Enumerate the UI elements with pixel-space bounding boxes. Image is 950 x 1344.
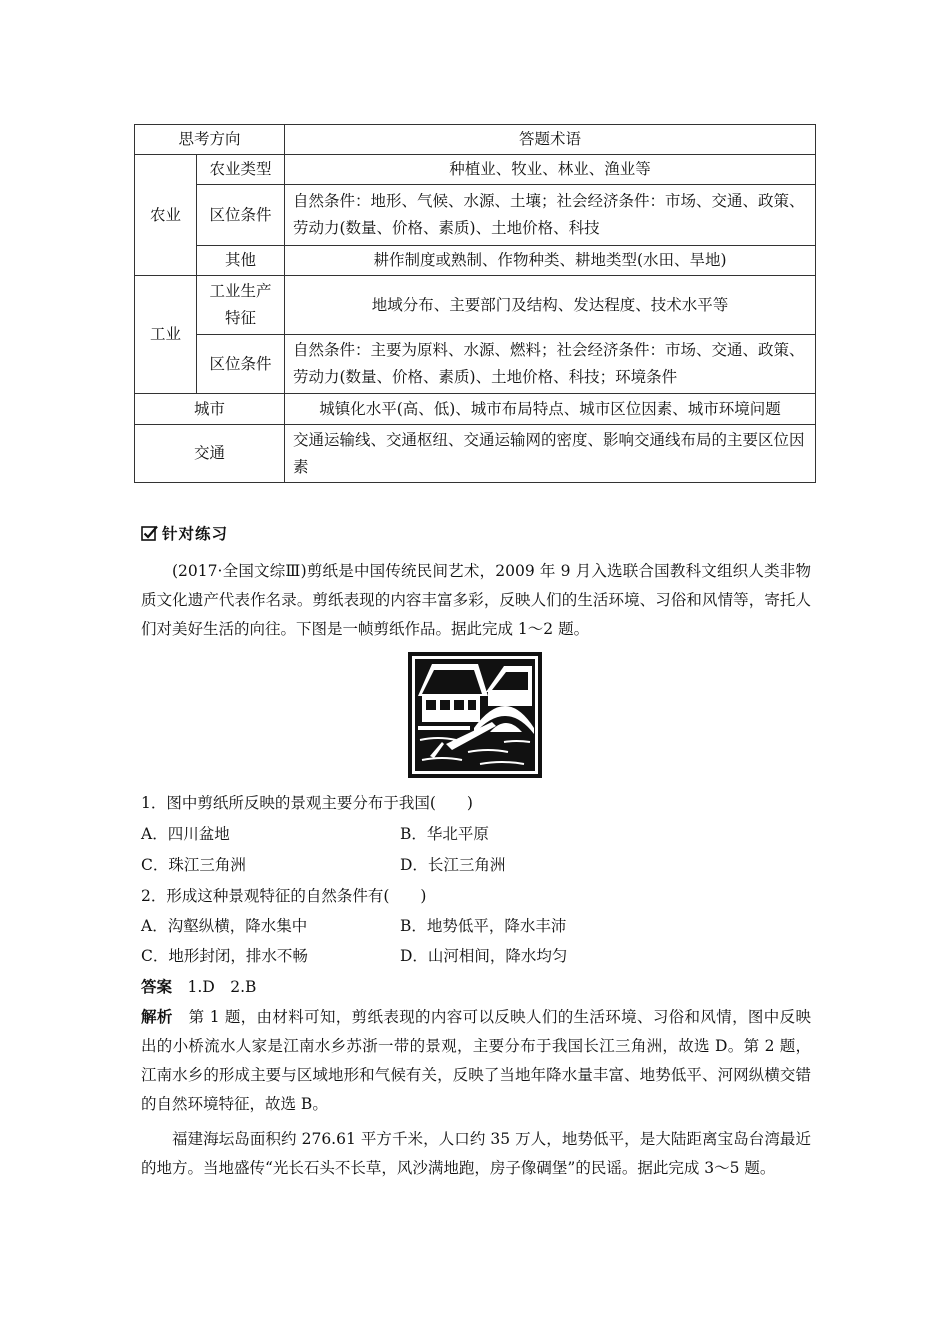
analysis-paragraph [141, 1003, 811, 1119]
table-row [135, 335, 816, 394]
industry-label: 工业 [135, 276, 197, 394]
agri-other-label: 其他 [197, 246, 285, 276]
answer-text: 1.D 2.B [187, 978, 257, 996]
table-header-row [135, 125, 816, 155]
transport-terms: 交通运输线、交通枢纽、交通运输网的密度、影响交通线布局的主要区位因素 [285, 425, 816, 483]
q1-option-d: D．长江三角洲 [400, 856, 506, 874]
paper-cut-illustration [408, 652, 542, 778]
analysis-label: 解析 [141, 1008, 173, 1026]
q2-option-d: D．山河相间，降水均匀 [400, 947, 568, 965]
city-label: 城市 [135, 394, 285, 425]
q2-option-b: B．地势低平，降水丰沛 [400, 917, 567, 935]
q2-option-c: C．地形封闭，排水不畅 [141, 947, 308, 965]
answer-label: 答案 [141, 978, 173, 996]
q2-option-a: A．沟壑纵横，降水集中 [141, 917, 308, 935]
checkbox-icon [141, 525, 158, 542]
section-title: 针对练习 [162, 525, 229, 543]
transport-label: 交通 [135, 425, 285, 483]
agriculture-label: 农业 [135, 155, 197, 276]
question-2-stem: 2．形成这种景观特征的自然条件有( ) [141, 887, 427, 905]
agri-location-terms: 自然条件：地形、气候、水源、土壤；社会经济条件：市场、交通、政策、劳动力(数量、价格、素质)、土地价格、科技 [285, 185, 816, 246]
table-row [135, 246, 816, 276]
agri-type-label: 农业类型 [197, 155, 285, 185]
q1-option-c: C．珠江三角洲 [141, 856, 246, 874]
table-row [135, 394, 816, 425]
q1-option-a: A．四川盆地 [141, 825, 230, 843]
ind-feature-label: 工业生产特征 [197, 276, 285, 335]
q1-option-b: B．华北平原 [400, 825, 489, 843]
answer-terms-table [134, 124, 816, 483]
agri-location-label: 区位条件 [197, 185, 285, 246]
header-direction: 思考方向 [135, 125, 285, 155]
ind-location-terms: 自然条件：主要为原料、水源、燃料；社会经济条件：市场、交通、政策、劳动力(数量、价格、素质)、土地价格、科技；环境条件 [285, 335, 816, 394]
ind-feature-terms: 地域分布、主要部门及结构、发达程度、技术水平等 [285, 276, 816, 335]
question-1-stem: 1．图中剪纸所反映的景观主要分布于我国( ) [141, 794, 473, 812]
table-row [135, 276, 816, 335]
analysis-text: 第 1 题，由材料可知，剪纸表现的内容可以反映人们的生活环境、习俗和风情，图中反映出的小桥流水人家是江南水乡苏浙一带的景观，主要分布于我国长江三角洲，故选 D。第 2 题，江南水乡的形成主要与区域地形和气候有关，反映了当地年降水量丰富、地势低平、河网纵横交错的自然环境特征，故选 B。 [141, 1008, 811, 1113]
next-intro-paragraph: 福建海坛岛面积约 276.61 平方千米，人口约 35 万人，地势低平，是大陆距离宝岛台湾最近的地方。当地盛传“光长石头不长草，风沙满地跑，房子像碉堡”的民谣。据此完成 3～5 题。 [141, 1130, 811, 1177]
section-heading [141, 522, 228, 544]
intro-paragraph: (2017·全国文综Ⅲ)剪纸是中国传统民间艺术，2009 年 9 月入选联合国教科文组织人类非物质文化遗产代表作名录。剪纸表现的内容丰富多彩，反映人们的生活环境、习俗和风情等，寄托人们对美好生活的向往。下图是一帧剪纸作品。据此完成 1～2 题。 [141, 562, 811, 638]
table-row [135, 185, 816, 246]
agri-other-terms: 耕作制度或熟制、作物种类、耕地类型(水田、旱地) [285, 246, 816, 276]
table-row [135, 155, 816, 185]
agri-type-terms: 种植业、牧业、林业、渔业等 [285, 155, 816, 185]
city-terms: 城镇化水平(高、低)、城市布局特点、城市区位因素、城市环境问题 [285, 394, 816, 425]
answer-line [141, 973, 256, 1002]
table-row [135, 425, 816, 483]
ind-location-label: 区位条件 [197, 335, 285, 394]
header-terms: 答题术语 [285, 125, 816, 155]
